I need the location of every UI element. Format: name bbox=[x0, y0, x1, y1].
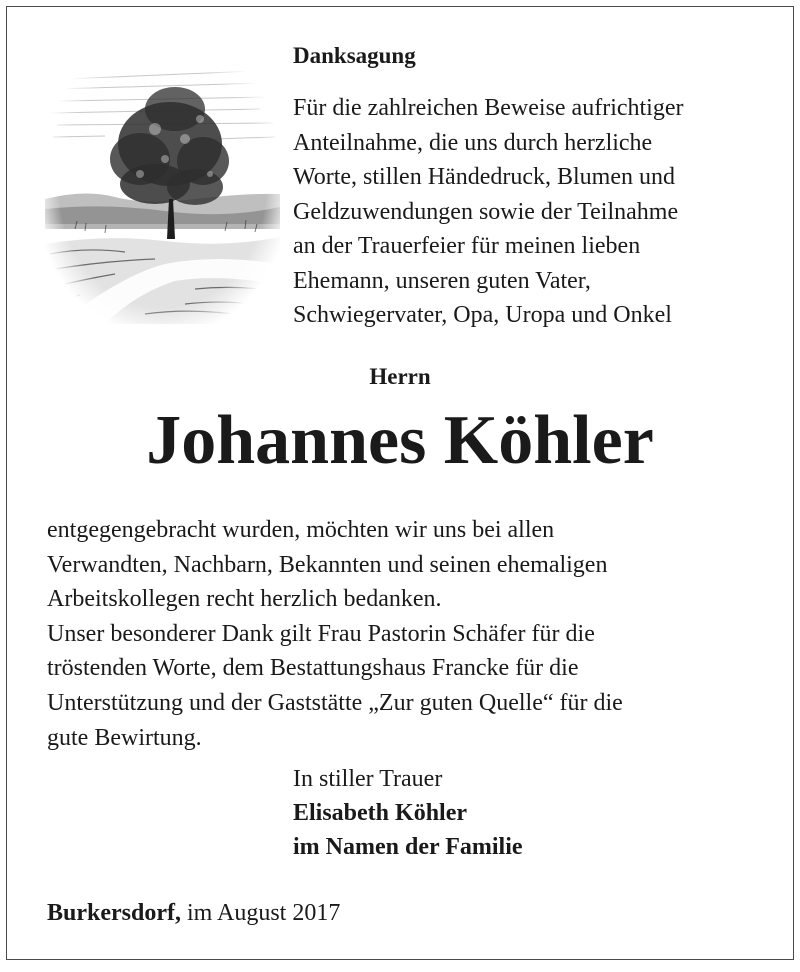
place-date bbox=[47, 896, 340, 930]
intro-line: Geldzuwendungen sowie der Teilnahme bbox=[293, 198, 679, 225]
body-line: Unterstützung und der Gaststätte „Zur guten Quelle“ für die bbox=[47, 689, 623, 716]
signature-family: im Namen der Familie bbox=[293, 834, 523, 860]
signature-block bbox=[293, 762, 523, 864]
body-paragraph bbox=[47, 513, 787, 755]
signature-name: Elisabeth Köhler bbox=[293, 800, 468, 826]
intro-line: Für die zahlreichen Beweise aufrichtiger bbox=[293, 95, 684, 121]
obituary-card bbox=[6, 6, 794, 960]
body-line: entgegengebracht wurden, möchten wir uns bei allen bbox=[47, 517, 555, 543]
intro-line: Schwiegervater, Opa, Uropa und Onkel bbox=[293, 302, 672, 328]
intro-line: Anteilnahme, die uns durch herzliche bbox=[293, 129, 653, 156]
tree-landscape-icon bbox=[45, 49, 280, 324]
body-line: Unser besonderer Dank gilt Frau Pastorin Schäfer für die bbox=[47, 620, 595, 647]
date: im August 2017 bbox=[181, 900, 341, 926]
place: Burkersdorf, bbox=[47, 900, 181, 926]
intro-line: Worte, stillen Händedruck, Blumen und bbox=[293, 164, 675, 190]
body-line: Arbeitskollegen recht herzlich bedanken. bbox=[47, 586, 442, 613]
intro-line: Ehemann, unseren guten Vater, bbox=[293, 267, 591, 294]
intro-paragraph bbox=[293, 91, 773, 333]
body-line: tröstenden Worte, dem Bestattungshaus Francke für die bbox=[47, 655, 579, 682]
intro-line: an der Trauerfeier für meinen lieben bbox=[293, 233, 641, 259]
salutation: Herrn bbox=[369, 364, 431, 389]
deceased-name: Johannes Köhler bbox=[146, 402, 654, 479]
heading: Danksagung bbox=[293, 43, 416, 68]
body-line: gute Bewirtung. bbox=[47, 724, 202, 751]
signature-line-mourning: In stiller Trauer bbox=[293, 766, 443, 792]
body-line: Verwandten, Nachbarn, Bekannten und seinen ehemaligen bbox=[47, 551, 608, 578]
